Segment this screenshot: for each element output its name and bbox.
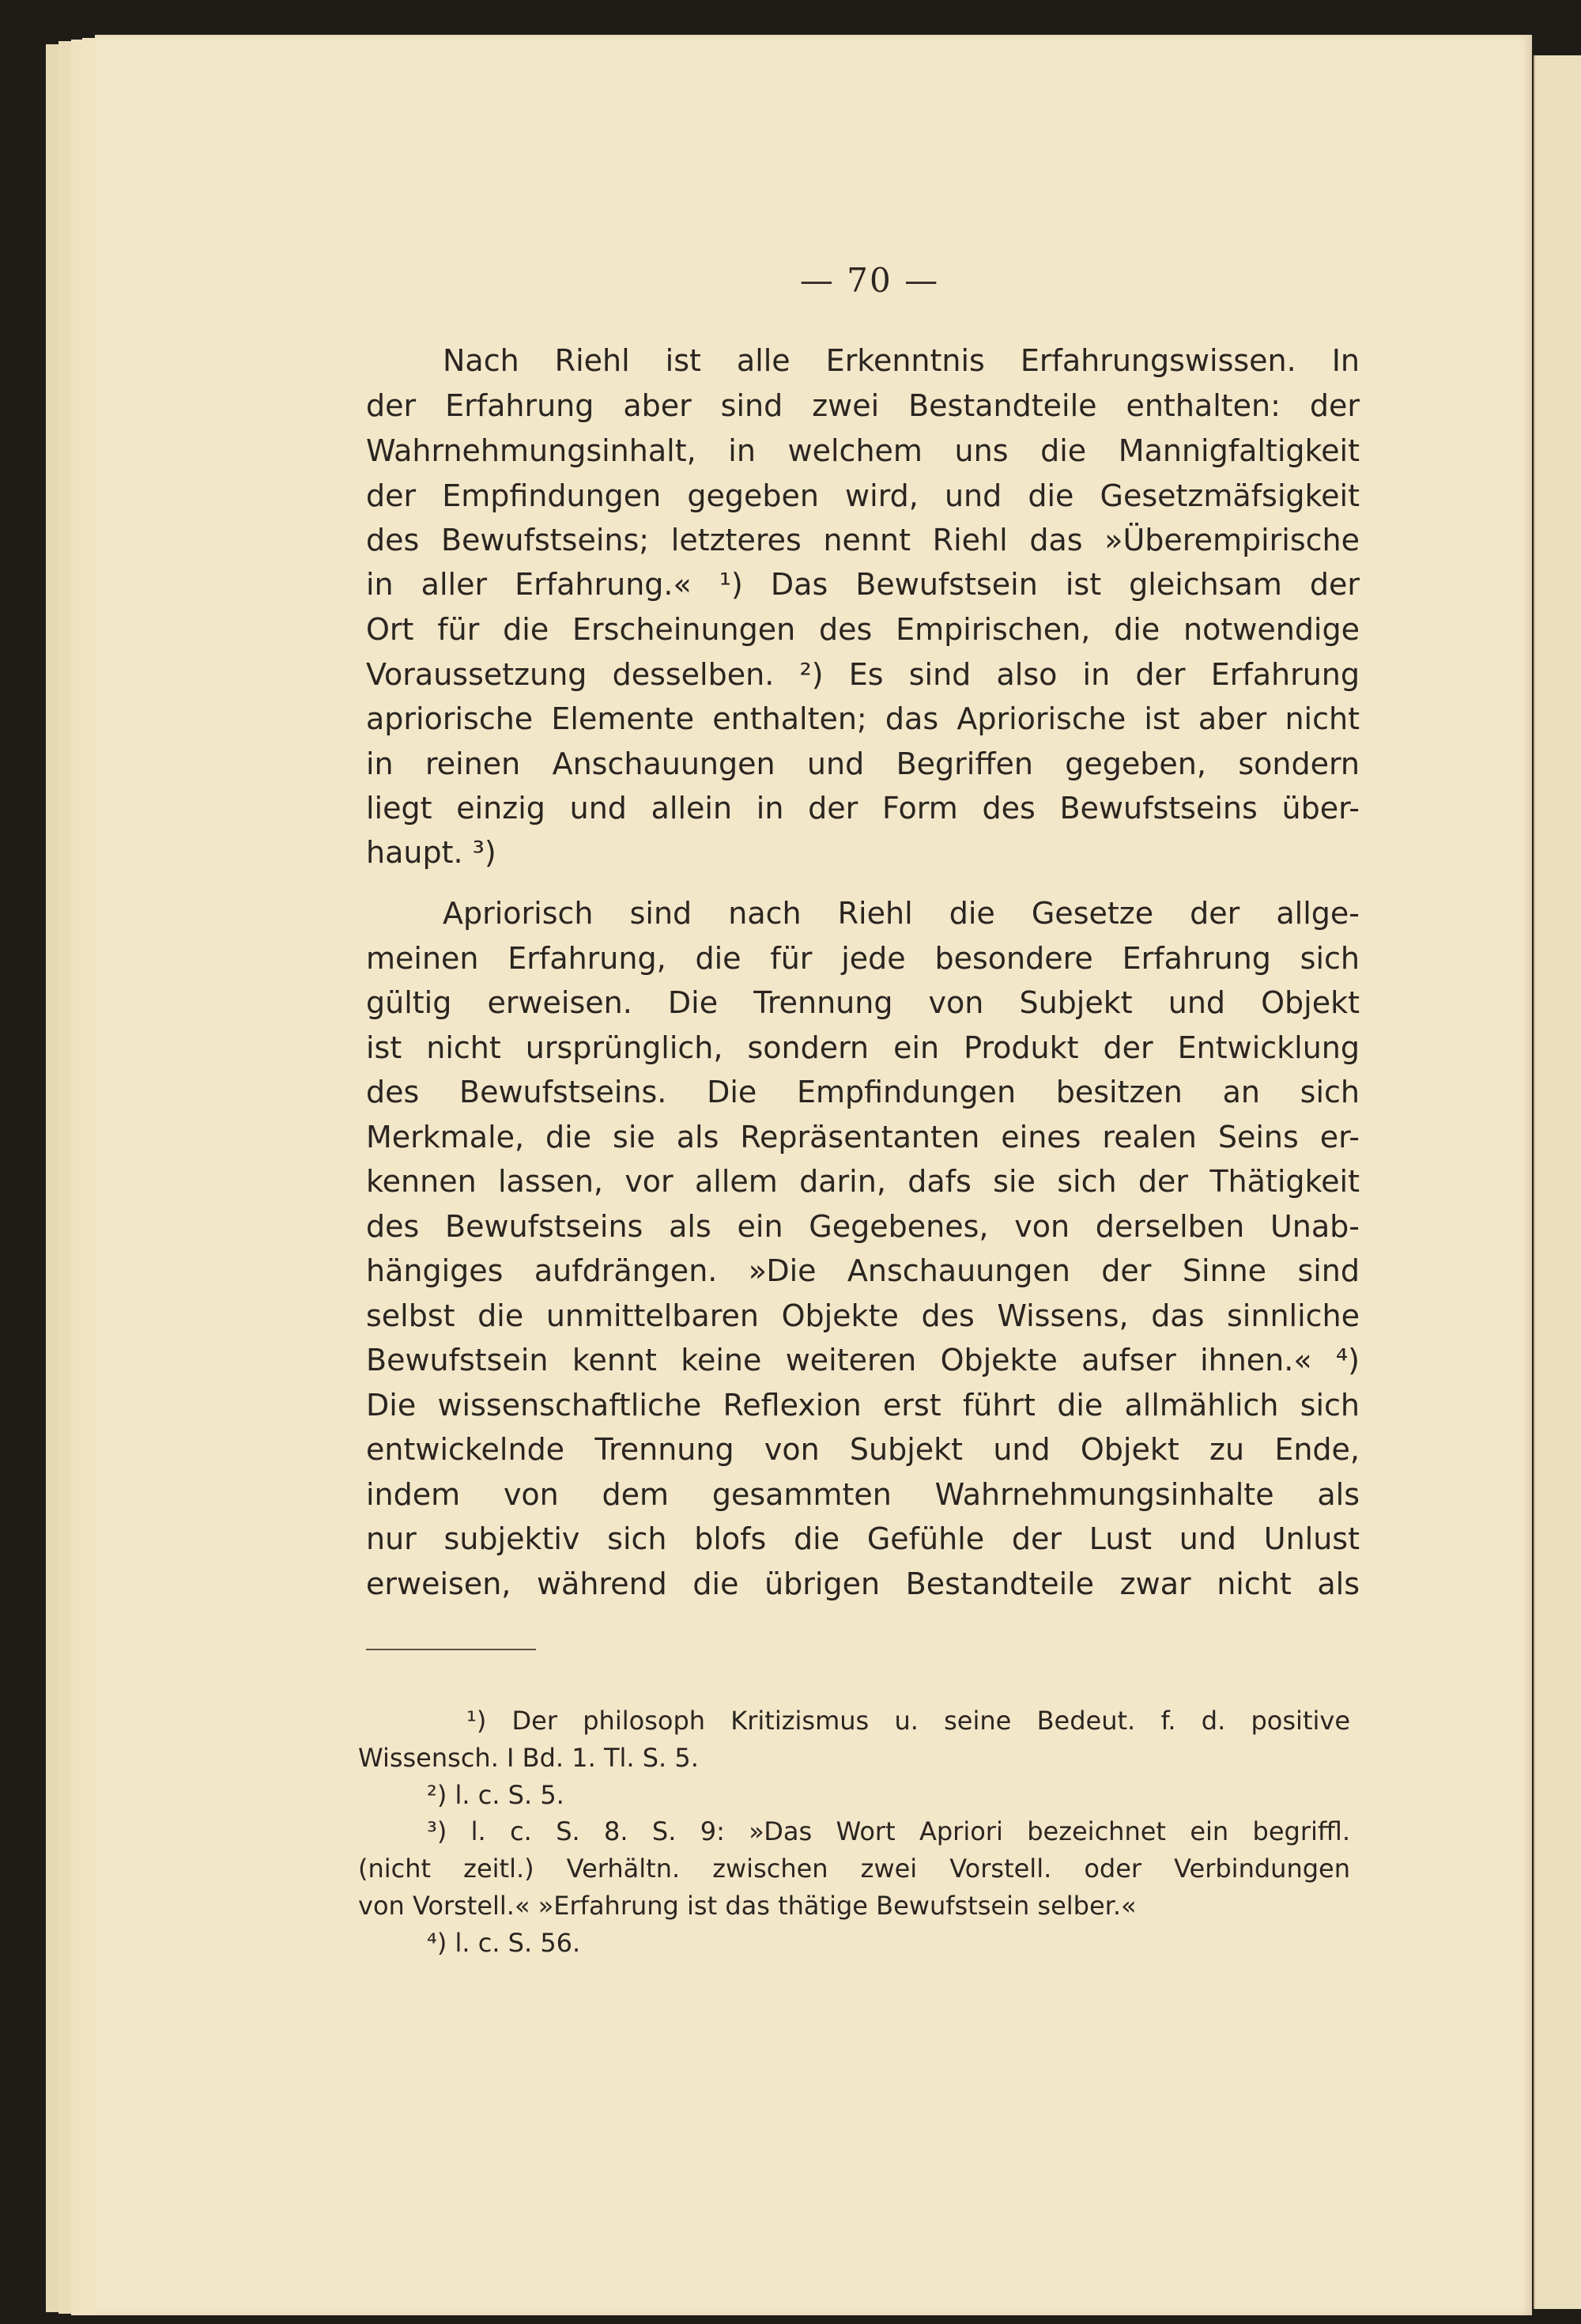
text-line: Merkmale, die sie als Repräsentanten eines realen Seins er- [366,1120,1360,1154]
text-line: des Bewufstseins. Die Empfindungen besitzen an sich [366,1075,1360,1109]
text-line: selbst die unmittelbaren Objekte des Wissens, das sinnliche [366,1298,1360,1333]
text-line: nur subjektiv sich blofs die Gefühle der Lust und Unlust [366,1521,1360,1556]
footnote-line: (nicht zeitl.) Verhältn. zwischen zwei Vorstell. oder Verbindungen [358,1854,1350,1884]
text-line: in reinen Anschauungen und Begriffen gegeben, sondern [366,746,1360,781]
text-line: Wahrnehmungsinhalt, in welchem uns die Mannigfaltigkeit [366,433,1360,468]
text-line: des Bewufstseins; letzteres nennt Riehl das »Überempirische [366,523,1360,557]
text-line: meinen Erfahrung, die für jede besondere Erfahrung sich [366,941,1360,976]
footnote-divider [366,1649,536,1650]
text-line: indem von dem gesammten Wahrnehmungsinhalte als [366,1477,1360,1512]
text-line: entwickelnde Trennung von Subjekt und Objekt zu Ende, [366,1432,1360,1467]
footnote-line: von Vorstell.« »Erfahrung ist das thätige Bewufstsein selber.« [358,1891,1137,1921]
text-line: in aller Erfahrung.« ¹) Das Bewufstsein ist gleichsam der [366,567,1360,602]
text-line: haupt. ³) [366,835,496,870]
page-number: — 70 — [799,261,940,300]
text-line: ist nicht ursprünglich, sondern ein Produkt der Entwicklung [366,1030,1360,1065]
footnote-line: ⁴) l. c. S. 56. [427,1928,581,1958]
text-line: hängiges aufdrängen. »Die Anschauungen der Sinne sind [366,1253,1360,1288]
text-line: der Empfindungen gegeben wird, und die Gesetzmäfsigkeit [366,478,1360,513]
text-line: Bewufstsein kennt keine weiteren Objekte aufser ihnen.« ⁴) [366,1343,1360,1377]
text-line: apriorische Elemente enthalten; das Apriorische ist aber nicht [366,701,1360,736]
text-line: Voraussetzung desselben. ²) Es sind also in der Erfahrung [366,657,1360,692]
text-line: Apriorisch sind nach Riehl die Gesetze der allge- [443,896,1360,931]
footnote-line: ²) l. c. S. 5. [427,1780,564,1810]
footnote-line: Wissensch. I Bd. 1. Tl. S. 5. [358,1743,699,1773]
text-line: Ort für die Erscheinungen des Empirischen, die notwendige [366,612,1360,647]
text-line: der Erfahrung aber sind zwei Bestandteile enthalten: der [366,388,1360,423]
text-line: liegt einzig und allein in der Form des Bewufstseins über- [366,791,1360,826]
adjacent-page-edge [1534,55,1581,2309]
text-line: Nach Riehl ist alle Erkenntnis Erfahrungswissen. In [443,343,1360,378]
text-line: des Bewufstseins als ein Gegebenes, von derselben Unab- [366,1209,1360,1244]
text-line: kennen lassen, vor allem darin, dafs sie sich der Thätigkeit [366,1164,1360,1199]
text-line: erweisen, während die übrigen Bestandteile zwar nicht als [366,1566,1360,1601]
text-line: Die wissenschaftliche Reflexion erst führt die allmählich sich [366,1388,1360,1423]
footnote-line: ¹) Der philosoph Kritizismus u. seine Bedeut. f. d. positive [466,1706,1350,1736]
footnote-line: ³) l. c. S. 8. S. 9: »Das Wort Apriori bezeichnet ein begriffl. [427,1816,1350,1846]
text-line: gültig erweisen. Die Trennung von Subjekt und Objekt [366,985,1360,1020]
